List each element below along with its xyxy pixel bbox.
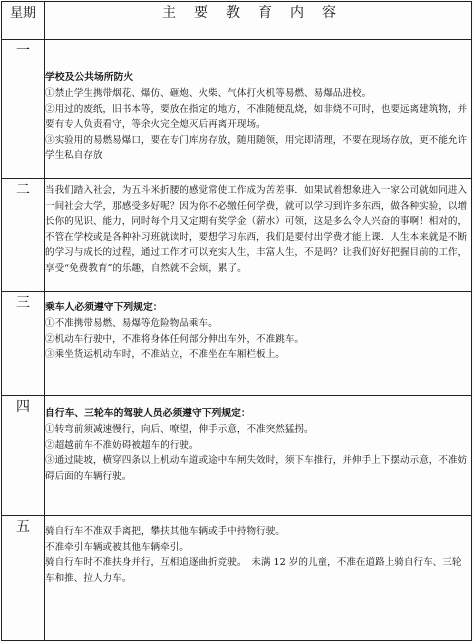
table-row (2, 179, 472, 292)
day-cell-wednesday: 三 (2, 292, 45, 396)
content-line: ②用过的废纸，旧书本等，要放在指定的地方，不准随便乱烧，如非烧不可时，也要远离建筑物，并要有专人负责看守，等余火完全熄灭后再离开现场。 (45, 103, 468, 131)
day-cell-tuesday: 二 (2, 179, 45, 292)
table-row (2, 40, 472, 179)
content-line: ③通过陡坡，横穿四条以上机动车道或途中车闸失效时，须下车推行，并伸手上下摆动示意，不准妨碍后面的车辆行驶。 (45, 455, 468, 482)
content-line: ③实验用的易燃易爆口，要在专门库房存放，随用随领，用完即清理，不要在现场存放，更不能允许学生私自存放 (45, 134, 468, 162)
section-title: 自行车、三轮车的驾驶人员必须遵守下列规定： (45, 408, 251, 419)
content-line: ③乘坐货运机动车时，不准站立，不准坐在车厢栏板上。 (45, 349, 285, 361)
content-line: ①转弯前须减速慢行，向后、嘹望，伸手示意，不准突然猛拐。 (45, 424, 314, 435)
content-line: 骑自行车不准双手离把，攀扶其他车辆或手中持物行驶。 (45, 526, 285, 537)
table-row (2, 396, 472, 516)
table-header-row (2, 2, 472, 40)
day-cell-monday: 一 (2, 40, 45, 179)
content-line: 骑自行车时不准扶身并行，互相追逐曲折竞驶。 未满 12 岁的儿童，不准在道路上骑自行车、三轮车和推、拉人力车。 (45, 557, 462, 584)
day-column-header: 星期 (2, 2, 45, 40)
section-title: 乘车人必须遵守下列规定： (45, 302, 163, 313)
content-column-header: 主要教育内容 (45, 2, 472, 40)
education-schedule-table (1, 1, 472, 641)
content-cell-friday (45, 516, 472, 641)
day-cell-friday: 五 (2, 516, 45, 641)
content-line: 不准牵引车辆或被其他车辆牵引。 (45, 541, 189, 553)
content-cell-monday (45, 40, 472, 179)
content-cell-thursday (45, 396, 472, 516)
table-row (2, 516, 472, 641)
content-cell-wednesday (45, 292, 472, 396)
day-cell-thursday: 四 (2, 396, 45, 516)
content-line: ①不准携带易燃、易爆等危险物品乘车。 (45, 318, 218, 329)
table-row (2, 292, 472, 396)
content-line: ①禁止学生携带烟花、爆仿、砸炮、火柴、气体打火机等易燃、易爆品进校。 (45, 88, 372, 99)
content-line: ②机动车行驶中，不准将身体任何部分伸出车外，不准跳车。 (45, 333, 305, 345)
content-paragraph: 当我们踏入社会，为五斗米折腰的感觉常使工作成为苦差事．如果试着想象进入一家公司就如同进入一间社会大学，那感受多好呢？因为你不必缴任何学费，就可以学习到许多东西，做各种实验，以增长你的见识、能力，同时每个月又定期有奖学金（薪水）可领，这是多么令人兴奋的事啊！相对的，不管在学校或是各种补习班就读时，要想学习东西，我们是要付出学费才能上课．人生本来就是不断的学习与成长的过程，通过工作才可以充实人生，丰富人生，不是吗？让我们好好把握目前的工作，享受“免费教育”的乐趣，自然就不会烦，累了。 (45, 185, 468, 274)
section-title: 学校及公共场所防火 (45, 72, 134, 83)
content-cell-tuesday (45, 179, 472, 292)
content-line: ②超越前车不准妨碍被超车的行驶。 (45, 439, 199, 451)
